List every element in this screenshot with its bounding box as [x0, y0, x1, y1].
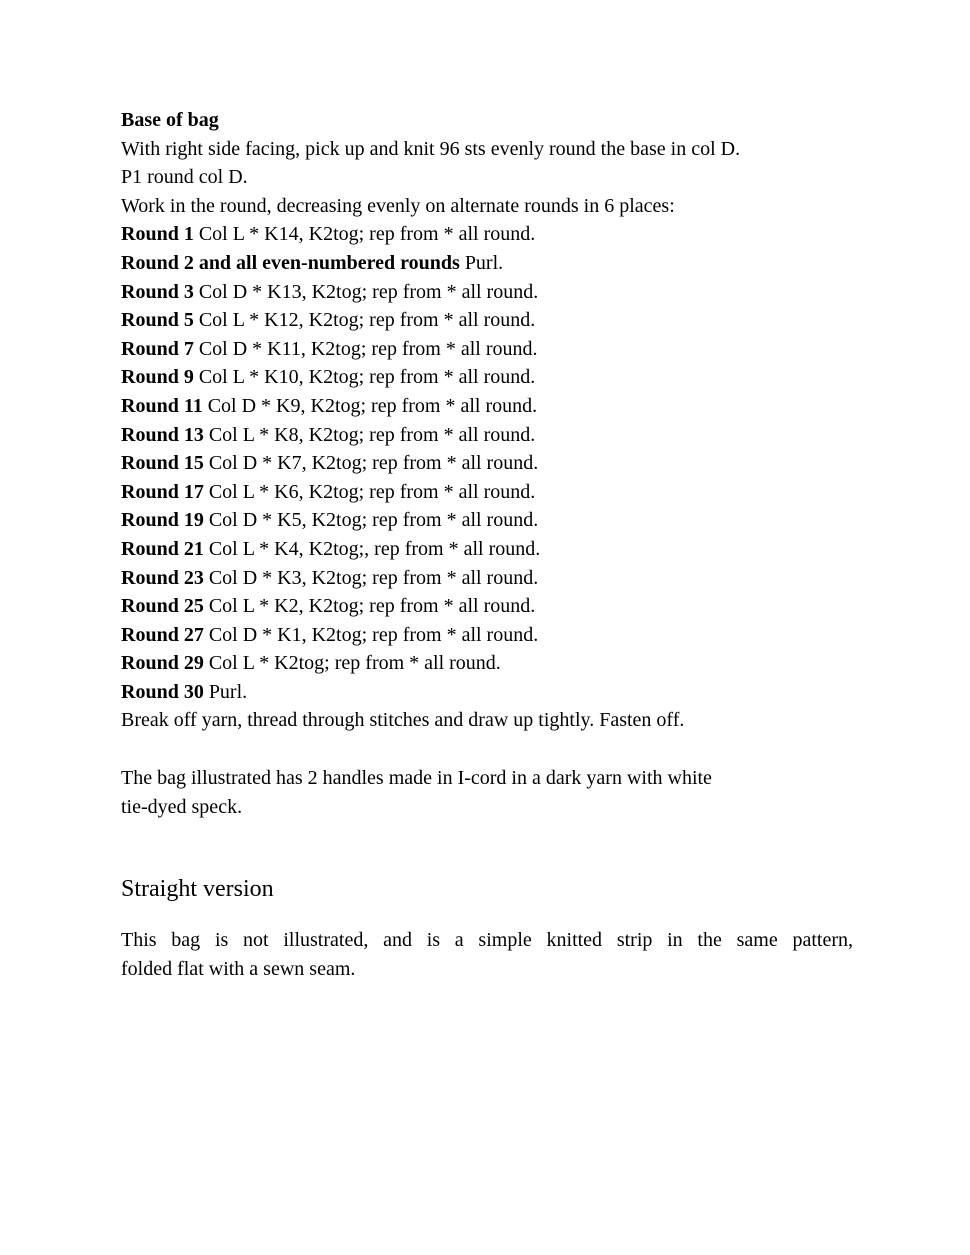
page-content [121, 106, 853, 983]
pattern-line [121, 192, 853, 221]
round-label: Round 3 [121, 280, 194, 303]
round-label: Round 25 [121, 595, 204, 618]
round-label: Round 29 [121, 652, 204, 675]
pattern-line [121, 506, 853, 535]
note-line: tie-dyed speck. [121, 795, 243, 818]
pattern-line [121, 706, 853, 735]
round-label: Round 13 [121, 423, 204, 446]
pattern-line [121, 478, 853, 507]
pattern-line [121, 278, 853, 307]
line-text: Col L * K12, K2tog; rep from * all round. [193, 309, 536, 332]
line-text: Col D * K11, K2tog; rep from * all round. [193, 337, 538, 360]
round-label: Round 21 [121, 537, 204, 560]
pattern-line [121, 449, 853, 478]
line-text: Col L * K2tog; rep from * all round. [203, 652, 501, 675]
pattern-line [121, 421, 853, 450]
straight-line: This bag is not illustrated, and is a simple knitted strip in the same pattern, [121, 929, 853, 952]
pattern-line [121, 678, 853, 707]
line-text: Col L * K2, K2tog; rep from * all round. [203, 595, 536, 618]
round-label: Round 15 [121, 452, 204, 475]
line-text: Break off yarn, thread through stitches and draw up tightly. Fasten off. [121, 709, 685, 732]
line-text: Work in the round, decreasing evenly on alternate rounds in 6 places: [121, 194, 675, 217]
round-label: Round 23 [121, 566, 204, 589]
round-label: Round 11 [121, 394, 203, 417]
pattern-line [121, 249, 853, 278]
straight-line: folded flat with a sewn seam. [121, 957, 356, 980]
line-text: Col D * K13, K2tog; rep from * all round. [193, 280, 539, 303]
line-text: Col D * K1, K2tog; rep from * all round. [203, 623, 539, 646]
round-label: Round 9 [121, 366, 194, 389]
round-label: Round 27 [121, 623, 204, 646]
line-text: Purl. [459, 251, 504, 274]
pattern-line [121, 535, 853, 564]
line-text: Col D * K7, K2tog; rep from * all round. [203, 452, 539, 475]
line-text: Col D * K9, K2tog; rep from * all round. [202, 394, 538, 417]
pattern-line [121, 621, 853, 650]
round-label: Round 5 [121, 309, 194, 332]
pattern-line [121, 363, 853, 392]
note-line: The bag illustrated has 2 handles made in I-cord in a dark yarn with white [121, 767, 712, 790]
round-label: Round 7 [121, 337, 194, 360]
line-text: Col D * K5, K2tog; rep from * all round. [203, 509, 539, 532]
line-text: Col L * K6, K2tog; rep from * all round. [203, 480, 536, 503]
pattern-line [121, 335, 853, 364]
pattern-line [121, 592, 853, 621]
round-label: Round 19 [121, 509, 204, 532]
pattern-line [121, 564, 853, 593]
line-text: Col L * K8, K2tog; rep from * all round. [203, 423, 536, 446]
round-label: Round 30 [121, 680, 204, 703]
round-label: Round 2 and all even-numbered rounds [121, 251, 460, 274]
note-paragraph [121, 764, 853, 821]
straight-version-heading: Straight version [121, 876, 274, 903]
straight-paragraph [121, 926, 853, 983]
round-label: Base of bag [121, 109, 219, 131]
line-text: Col L * K10, K2tog; rep from * all round. [193, 366, 536, 389]
line-text: With right side facing, pick up and knit 96 sts evenly round the base in col D. [121, 137, 741, 160]
pattern-line [121, 392, 853, 421]
pattern-line [121, 649, 853, 678]
line-text: Col L * K14, K2tog; rep from * all round. [193, 223, 536, 246]
round-label: Round 17 [121, 480, 204, 503]
pattern-line [121, 220, 853, 249]
pattern-line [121, 135, 853, 164]
round-label: Round 1 [121, 223, 194, 246]
pattern-line [121, 163, 853, 192]
line-text: Col L * K4, K2tog;, rep from * all round. [203, 537, 541, 560]
line-text: P1 round col D. [121, 166, 248, 189]
pattern-line [121, 306, 853, 335]
pattern-line [121, 106, 853, 135]
line-text: Col D * K3, K2tog; rep from * all round. [203, 566, 539, 589]
pattern-section [121, 106, 853, 735]
line-text: Purl. [203, 680, 248, 703]
